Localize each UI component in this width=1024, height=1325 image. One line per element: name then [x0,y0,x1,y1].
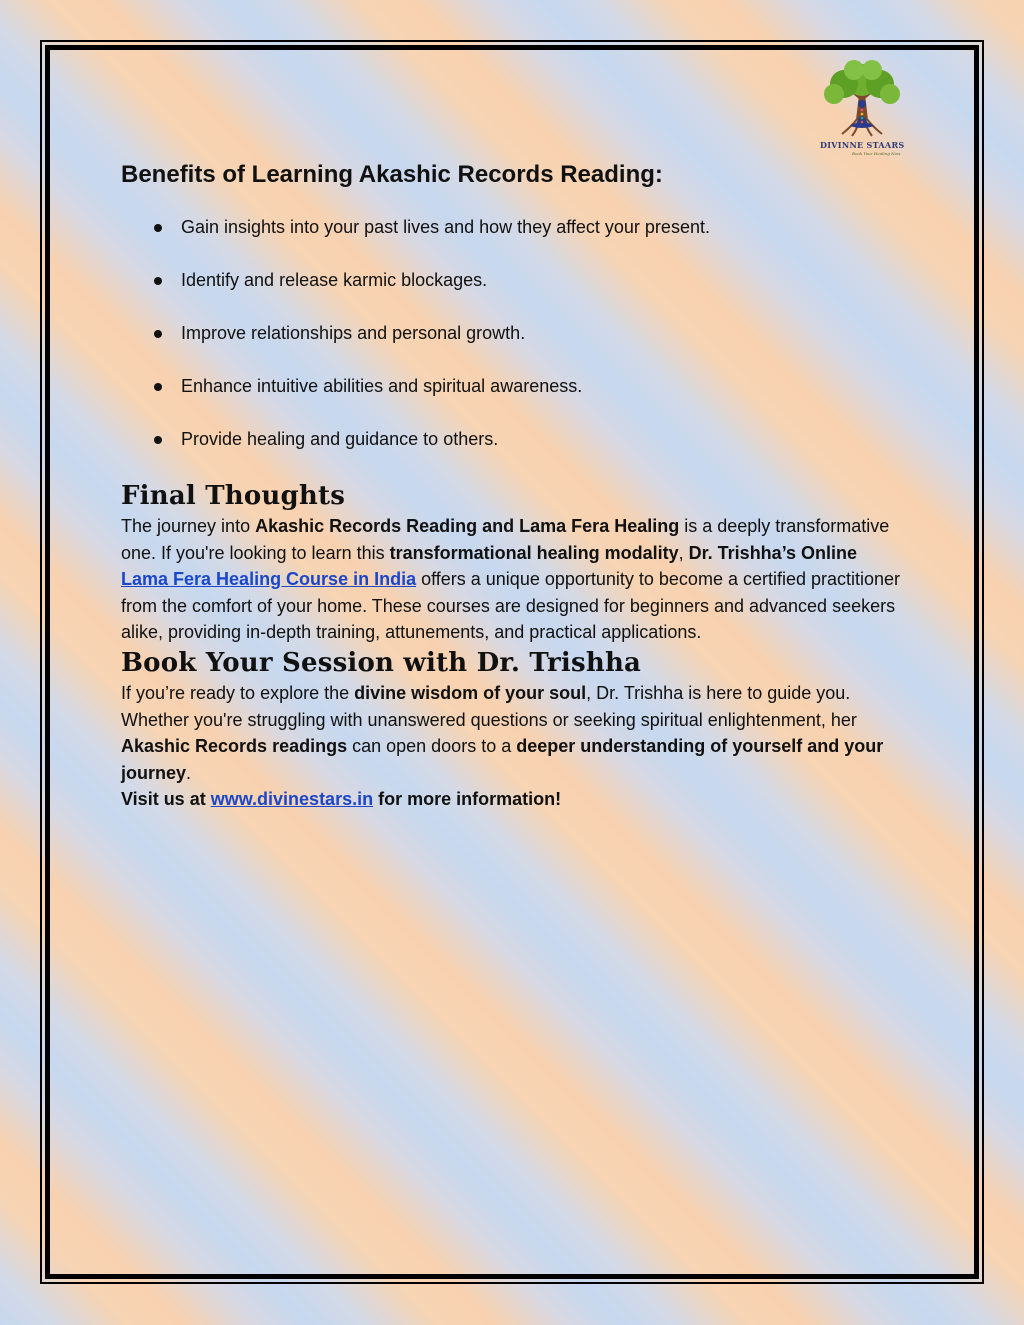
text-run: for more information! [373,789,562,810]
text-run: is a deeply transformative one. If you're looking to learn this [121,516,890,563]
list-item-text: Provide healing and guidance to others. [181,429,499,449]
list-item [121,267,906,293]
emphasis-text: Akashic Records Reading and Lama Fera Healing [255,516,680,536]
benefits-list [121,214,906,452]
list-item-text: Gain insights into your past lives and how they affect your present. [181,217,710,237]
list-item-text: Improve relationships and personal growth. [181,323,526,343]
bullet-icon [154,277,162,285]
text-run: The journey into [121,516,256,536]
text-run: . [186,762,192,783]
document-body [121,158,906,813]
emphasis-text: Dr. Trishha’s Online [688,542,858,563]
text-run: offers a unique opportunity to become a certified practitioner from the comfort of your home. These courses are designed for beginners and advanced seekers alike, providing in-depth training, attunements, and practical applications. [121,569,901,643]
bullet-icon [154,436,162,444]
emphasis-text: transformational healing modality [389,542,679,563]
final-thoughts-paragraph [121,513,906,646]
final-thoughts-heading: Final Thoughts [121,481,346,511]
book-session-heading: Book Your Session with Dr. Trishha [121,647,642,678]
text-run: Visit us at [121,789,211,810]
list-item-text: Enhance intuitive abilities and spiritual awareness. [181,376,583,396]
course-link[interactable]: Lama Fera Healing Course in India [121,569,417,590]
list-item [121,214,906,240]
list-item-text: Identify and release karmic blockages. [181,270,488,290]
text-run: If you’re ready to explore the [121,682,355,703]
text-run: , [678,542,689,563]
list-item [121,320,906,346]
emphasis-text: Akashic Records readings [121,736,348,757]
bullet-icon [154,330,162,338]
bullet-icon [154,383,162,391]
book-session-paragraph [121,680,906,786]
brand-name: DIVINNE STAARS [820,140,905,150]
emphasis-text: divine wisdom of your soul [354,682,587,703]
bullet-icon [154,224,162,232]
text-run: can open doors to a [347,736,517,757]
brand-tagline: Book Your Healing Now [852,151,901,156]
text-run: , Dr. Trishha is here to guide you. Whether you're struggling with unanswered questions or seeking spiritual enlightenment, her [121,682,857,730]
list-item [121,373,906,399]
emphasis-text: deeper understanding of yourself and your journey [121,736,884,783]
list-item [121,426,906,452]
benefits-heading: Benefits of Learning Akashic Records Reading: [121,161,663,188]
visit-paragraph [121,786,906,813]
website-link[interactable]: www.divinestars.in [210,789,374,810]
tree-meditation-logo-icon [812,58,912,140]
brand-logo [812,58,912,162]
